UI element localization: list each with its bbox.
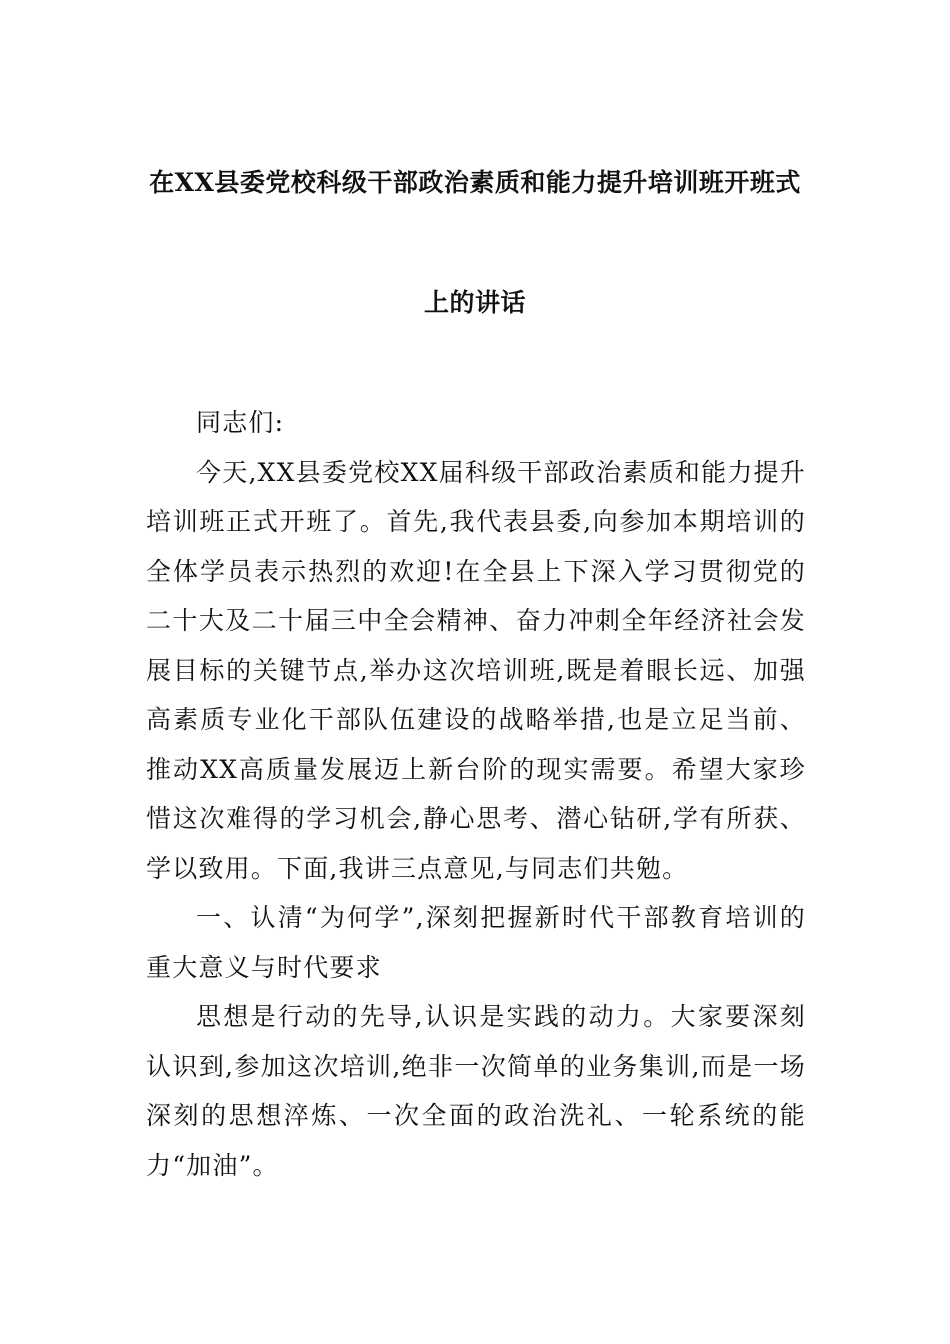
salutation: 同志们: <box>196 408 285 437</box>
section-heading-1: 一、认清“为何学”,深刻把握新时代干部教育培训的重大意义与时代要求 <box>146 903 806 982</box>
document-body <box>146 398 806 1190</box>
document-title-line-1: 在XX县委党校科级干部政治素质和能力提升培训班开班式 <box>149 168 801 197</box>
document-title-line-2: 上的讲话 <box>423 288 526 317</box>
paragraph-section-1: 思想是行动的先导,认识是实践的动力。大家要深刻认识到,参加这次培训,绝非一次简单的业务集训,而是一场深刻的思想淬炼、一次全面的政治洗礼、一轮系统的能力“加油”。 <box>146 1002 806 1180</box>
paragraph-opening: 今天,XX县委党校XX届科级干部政治素质和能力提升培训班正式开班了。首先,我代表县委,向参加本期培训的全体学员表示热烈的欢迎!在全县上下深入学习贯彻党的二十大及二十届三中全会精神、奋力冲刺全年经济社会发展目标的关键节点,举办这次培训班,既是着眼长远、加强高素质专业化干部队伍建设的战略举措,也是立足当前、推动XX高质量发展迈上新台阶的现实需要。希望大家珍惜这次难得的学习机会,静心思考、潜心钻研,学有所获、学以致用。下面,我讲三点意见,与同志们共勉。 <box>146 457 806 883</box>
